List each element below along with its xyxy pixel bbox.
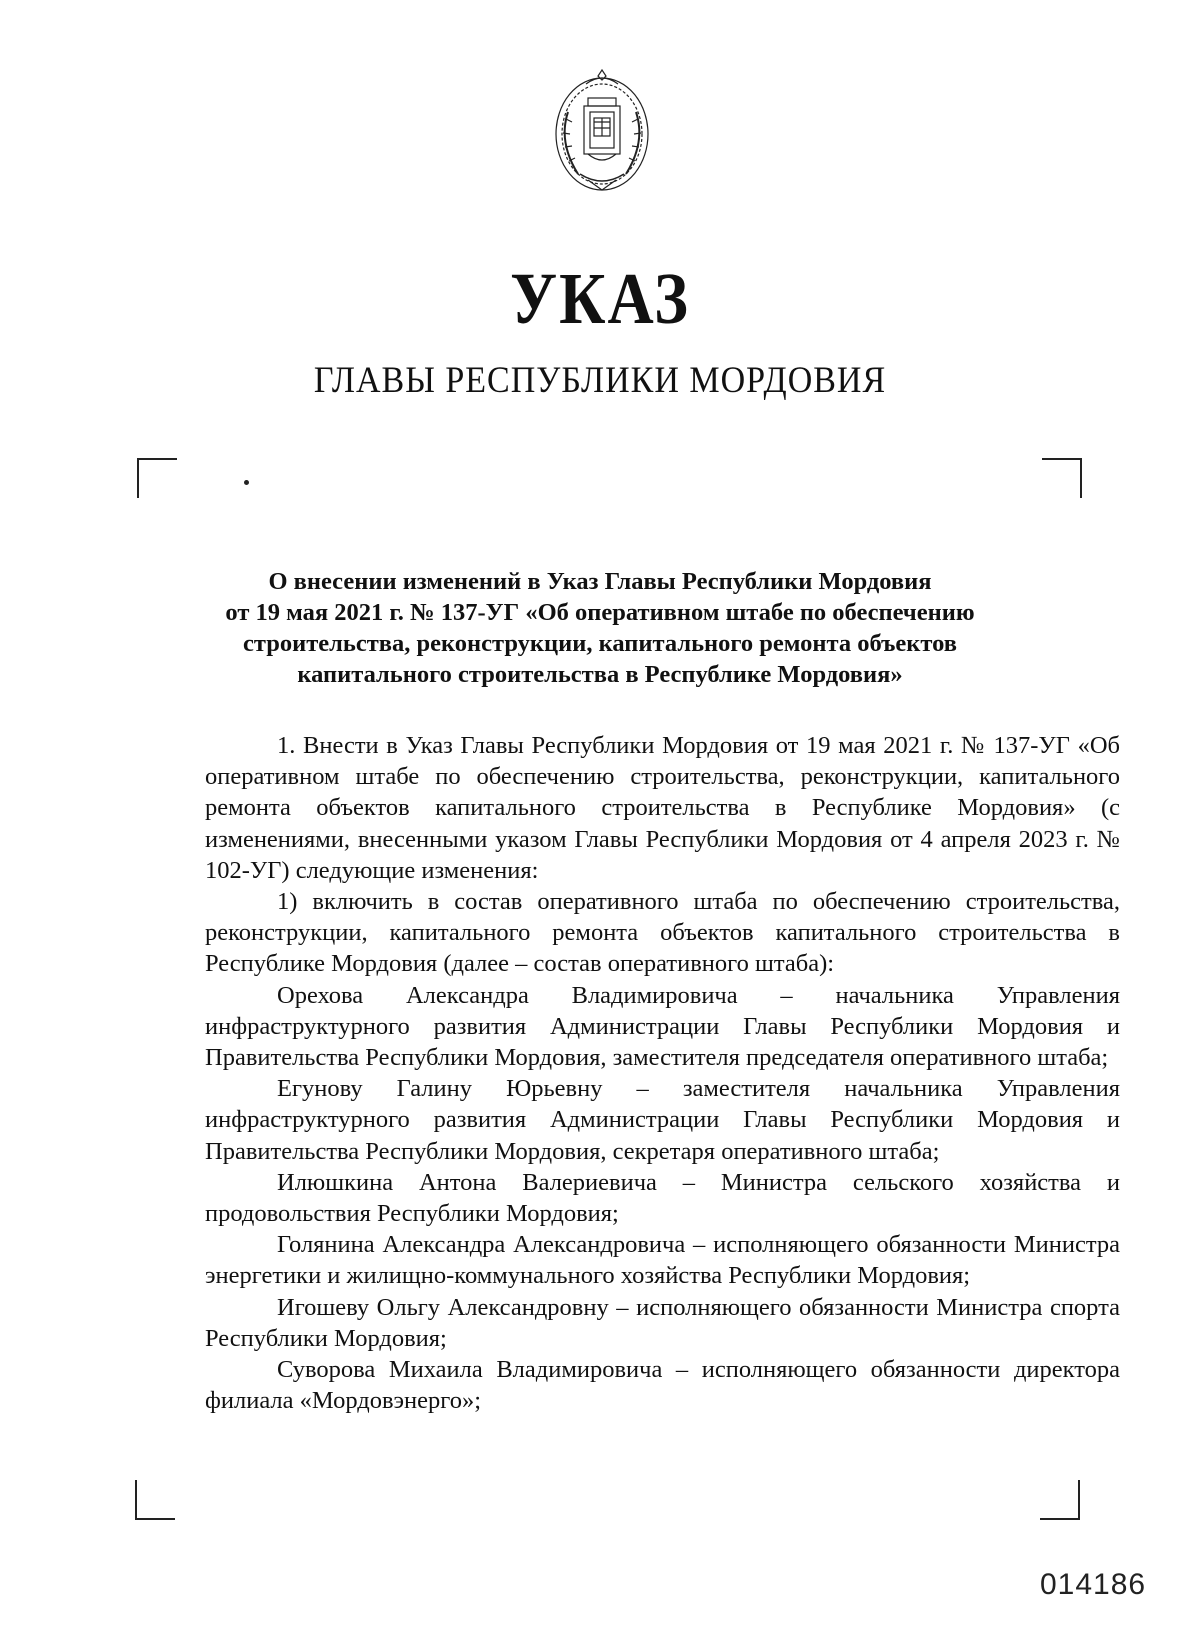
corner-mark-bottom-right bbox=[1040, 1480, 1080, 1520]
coat-of-arms-emblem bbox=[548, 62, 656, 198]
body-paragraph: 1) включить в состав оперативного штаба по обеспечению строительства, реконструкции, капитального ремонта объектов капитального строительства в Республике Мордовия (далее – состав оперативного штаба): bbox=[205, 888, 1120, 978]
title-line: О внесении изменений в Указ Главы Республики Мордовия bbox=[268, 568, 932, 595]
issuing-authority: ГЛАВЫ РЕСПУБЛИКИ МОРДОВИЯ bbox=[313, 360, 887, 401]
body-paragraph: Игошеву Ольгу Александровну – исполняющего обязанности Министра спорта Республики Мордовия; bbox=[205, 1293, 1120, 1352]
body-paragraph: 1. Внести в Указ Главы Республики Мордовия от 19 мая 2021 г. № 137-УГ «Об оперативном штабе по обеспечению строительства, реконструкции, капитального ремонта объектов капитального строительства в Республике Мордовия» (с изменениями, внесенными указом Главы Республики Мордовия от 4 апреля 2023 г. № 102-УГ) следующие изменения: bbox=[205, 732, 1120, 884]
document-type-heading: УКАЗ bbox=[510, 257, 690, 340]
title-line: капитального строительства в Республике Мордовия» bbox=[297, 661, 903, 688]
body-paragraph: Суворова Михаила Владимировича – исполняющего обязанности директора филиала «Мордовэнерго»; bbox=[205, 1356, 1120, 1415]
document-body bbox=[205, 730, 1120, 1416]
corner-mark-top-right bbox=[1042, 458, 1082, 498]
corner-mark-bottom-left bbox=[135, 1480, 175, 1520]
body-paragraph: Егунову Галину Юрьевну – заместителя начальника Управления инфраструктурного развития Администрации Главы Республики Мордовия и Правительства Республики Мордовия, секретаря оперативного штаба; bbox=[205, 1075, 1120, 1165]
registration-dot bbox=[244, 480, 249, 485]
title-line: от 19 мая 2021 г. № 137-УГ «Об оперативном штабе по обеспечению bbox=[225, 599, 975, 626]
title-line: строительства, реконструкции, капитального ремонта объектов bbox=[243, 630, 957, 657]
corner-mark-top-left bbox=[137, 458, 177, 498]
document-title bbox=[180, 566, 1020, 690]
body-paragraph: Илюшкина Антона Валериевича – Министра сельского хозяйства и продовольствия Республики Мордовия; bbox=[205, 1168, 1120, 1228]
body-paragraph: Голянина Александра Александровича – исполняющего обязанности Министра энергетики и жилищно-коммунального хозяйства Республики Мордовия; bbox=[205, 1231, 1120, 1290]
serial-number: 014186 bbox=[1040, 1568, 1147, 1601]
body-paragraph: Орехова Александра Владимировича – начальника Управления инфраструктурного развития Администрации Главы Республики Мордовия и Правительства Республики Мордовия, заместителя председателя оперативного штаба; bbox=[205, 981, 1120, 1072]
